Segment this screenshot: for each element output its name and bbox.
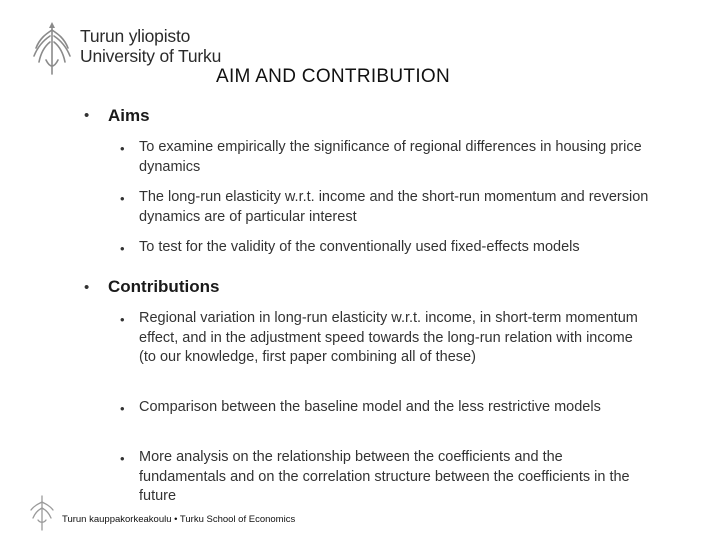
item-bullet: • [120, 401, 125, 416]
aims-item-2: The long-run elasticity w.r.t. income and the short-run momentum and reversion dynamics are of particular interest [139, 189, 649, 225]
aims-item-3: To test for the validity of the conventionally used fixed-effects models [139, 239, 580, 255]
contributions-item-1: Regional variation in long-run elasticity w.r.t. income, in short-term momentum effect, and in the adjustment speed towards the long-run relation with income (to our knowledge, first paper combining all of these) [139, 310, 638, 365]
section-bullet: • [84, 279, 90, 296]
university-crest-icon [26, 20, 78, 76]
section-heading-contributions: Contributions [108, 277, 220, 296]
item-bullet: • [120, 141, 125, 156]
section-bullet: • [84, 107, 90, 124]
slide-title: AIM AND CONTRIBUTION [216, 66, 451, 87]
item-bullet: • [120, 312, 125, 327]
item-bullet: • [120, 241, 125, 256]
item-bullet: • [120, 451, 125, 466]
logo-line-finnish: Turun yliopisto [80, 26, 191, 46]
school-emblem-icon [28, 494, 56, 532]
university-logo [26, 20, 222, 76]
item-bullet: • [120, 191, 125, 206]
section-heading-aims: Aims [108, 106, 150, 125]
logo-line-english: University of Turku [80, 46, 222, 66]
footer-text: Turun kauppakorkeakoulu • Turku School of Economics [62, 514, 296, 525]
contributions-item-2: Comparison between the baseline model and the less restrictive models [139, 399, 601, 415]
contributions-item-3: More analysis on the relationship between the coefficients and the fundamentals and on the correlation structure between the coefficients in the future [139, 449, 630, 504]
aims-item-1: To examine empirically the significance of regional differences in housing price dynamics [139, 139, 642, 175]
